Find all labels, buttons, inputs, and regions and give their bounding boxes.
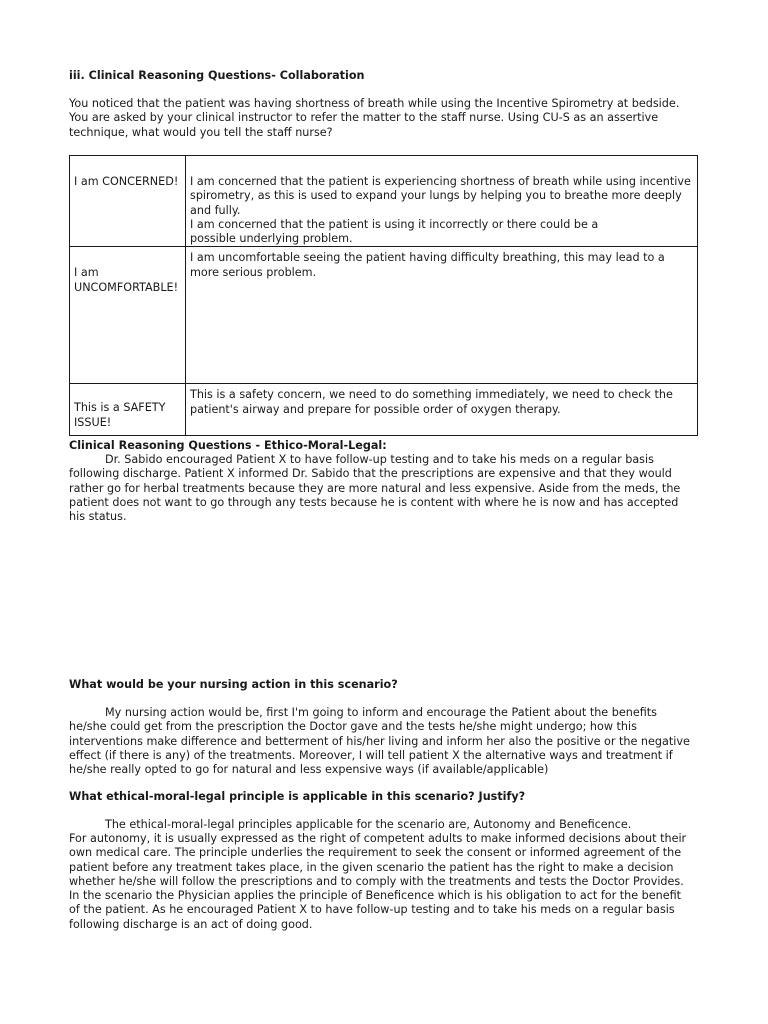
concerned-line: I am concerned that the patient is experiencing shortness of breath while using incentive spirometry, as this is used to expand your lungs by helping you to breathe more deeply and fully. bbox=[190, 175, 691, 217]
ethico-heading: Clinical Reasoning Questions - Ethico-Moral-Legal: bbox=[69, 439, 387, 452]
concerned-line: I am concerned that the patient is using it incorrectly or there could be a bbox=[190, 217, 599, 231]
safety-text bbox=[186, 384, 698, 436]
ethico-text: Dr. Sabido encouraged Patient X to have follow-up testing and to take his meds on a regular basis following discharge. Patient X informed Dr. Sabido that the prescriptions are expensive and that they would rather go for herbal treatments because they are more natural and less expensive. Aside from the meds, the patient does not want to go through any tests because he is content with where he is now and has accepted his status. bbox=[69, 453, 681, 524]
uncomfortable-text bbox=[186, 247, 698, 384]
uncomfortable-label: I am UNCOMFORTABLE! bbox=[70, 247, 186, 384]
table-row bbox=[70, 247, 698, 384]
concerned-line: possible underlying problem. bbox=[190, 232, 353, 246]
cus-table bbox=[69, 155, 698, 436]
uncomfortable-line: I am uncomfortable seeing the patient having difficulty breathing, this may lead to a more serious problem. bbox=[190, 251, 665, 279]
principle-body: For autonomy, it is usually expressed as the right of competent adults to make informed decisions about their own medical care. The principle underlies the requirement to seek the consent or informed agreement of the patient before any treatment takes place, in the given scenario the patient has the right to make a decision whether he/she will follow the prescriptions and to comply with the treatments and tests the Doctor Provides. In the scenario the Physician applies the principle of Beneficence which is his obligation to act for the benefit of the patient. As he encouraged Patient X to have follow-up testing and to take his meds on a regular basis following discharge is an act of doing good. bbox=[69, 832, 687, 931]
nursing-action-question: What would be your nursing action in this scenario? bbox=[69, 678, 398, 691]
table-row bbox=[70, 384, 698, 436]
safety-label: This is a SAFETY ISSUE! bbox=[70, 384, 186, 436]
nursing-action-answer: My nursing action would be, first I'm going to inform and encourage the Patient about the benefits he/she could get from the prescription the Doctor gave and the tests he/she might undergo; how this interventions make difference and betterment of his/her living and inform her also the positive or the negative effect (if there is any) of the treatments. Moreover, I will tell patient X the alternative ways and treatment if he/she really opted to go for natural and less expensive ways (if available/applicable) bbox=[69, 706, 690, 777]
collaboration-heading: iii. Clinical Reasoning Questions- Collaboration bbox=[69, 69, 365, 82]
principle-intro: The ethical-moral-legal principles applicable for the scenario are, Autonomy and Beneficence. bbox=[105, 818, 632, 831]
collaboration-intro: You noticed that the patient was having shortness of breath while using the Incentive Spirometry at bedside. You are asked by your clinical instructor to refer the matter to the staff nurse. Using CU-S as an assertive technique, what would you tell the staff nurse? bbox=[69, 97, 680, 139]
table-row bbox=[70, 156, 698, 247]
concerned-text bbox=[186, 156, 698, 247]
safety-line: This is a safety concern, we need to do something immediately, we need to check the patient's airway and prepare for possible order of oxygen therapy. bbox=[190, 388, 673, 416]
concerned-label: I am CONCERNED! bbox=[70, 156, 186, 247]
principle-question: What ethical-moral-legal principle is applicable in this scenario? Justify? bbox=[69, 790, 526, 803]
